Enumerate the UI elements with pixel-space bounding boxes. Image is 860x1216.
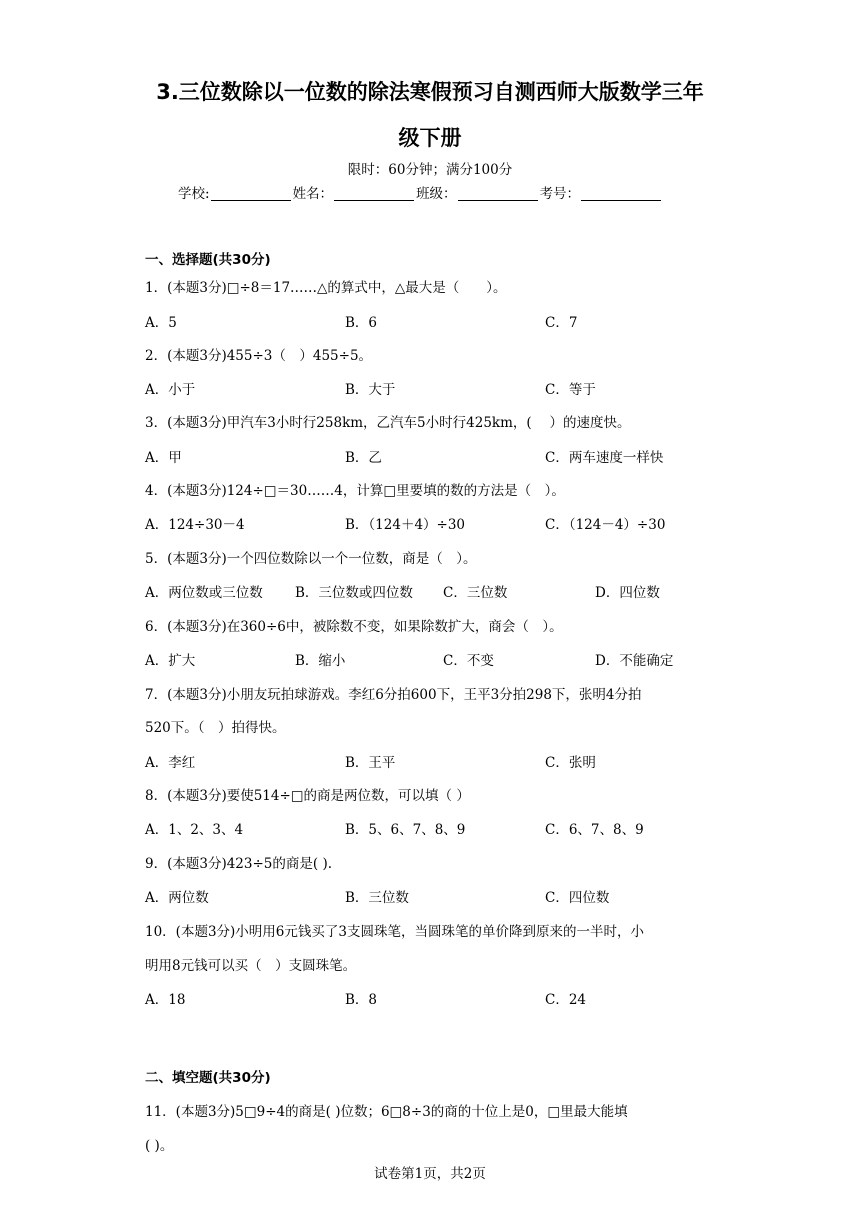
- option-d: D．不能确定: [595, 653, 674, 669]
- page-title-line-1: 3.三位数除以一位数的除法寒假预习自测西师大版数学三年: [156, 80, 704, 104]
- options-row: [145, 886, 725, 906]
- option-b: B．缩小: [295, 653, 346, 669]
- question-text-line-1: 7．(本题3分)小朋友玩拍球游戏。李红6分拍600下，王平3分拍298下，张明4分拍: [145, 687, 642, 703]
- option-a: A．小于: [145, 382, 196, 398]
- question-text-line-2: 520下。（ ）拍得快。: [145, 720, 286, 736]
- options-row: [145, 446, 725, 466]
- option-a: A．5: [145, 315, 177, 331]
- class-label: 班级：: [416, 186, 457, 202]
- class-blank: [458, 186, 538, 201]
- option-b: B．三位数或四位数: [295, 585, 413, 601]
- section-title: 二、填空题(共30分): [145, 1070, 271, 1086]
- school-blank: [211, 186, 291, 201]
- exam-meta: 限时：60分钟；满分100分: [347, 162, 513, 178]
- option-c: C．（124－4）÷30: [545, 517, 666, 533]
- option-b: B．乙: [345, 450, 382, 466]
- question-text: 4．(本题3分)124÷□＝30……4，计算□里要填的数的方法是（ ）。: [145, 483, 565, 499]
- option-b: B．王平: [345, 755, 396, 771]
- option-b: B．5、6、7、8、9: [345, 822, 466, 838]
- options-row: [145, 818, 725, 838]
- page-footer: 试卷第1页，共2页: [374, 1166, 486, 1182]
- options-row: [145, 751, 725, 771]
- question-text: 1．(本题3分)□÷8＝17……△的算式中，△最大是（ ）。: [145, 280, 507, 296]
- question-text-line-1: 10．(本题3分)小明用6元钱买了3支圆珠笔，当圆珠笔的单价降到原来的一半时，小: [145, 924, 644, 940]
- option-c: C．四位数: [545, 890, 610, 906]
- question-text: 5．(本题3分)一个四位数除以一个一位数，商是（ ）。: [145, 551, 477, 567]
- option-b: B．6: [345, 315, 378, 331]
- option-a: A．扩大: [145, 653, 196, 669]
- option-a: A．甲: [145, 450, 182, 466]
- option-a: A．两位数: [145, 890, 209, 906]
- option-b: B．（124＋4）÷30: [345, 517, 466, 533]
- question-text-line-2: 明用8元钱可以买（ ）支圆珠笔。: [145, 958, 357, 974]
- options-row: [145, 581, 725, 601]
- option-c: C．24: [545, 992, 587, 1008]
- option-a: A．1、2、3、4: [145, 822, 244, 838]
- option-b: B．大于: [345, 382, 396, 398]
- question-text: 6．(本题3分)在360÷6中，被除数不变，如果除数扩大，商会（ ）。: [145, 619, 563, 635]
- option-a: A．124÷30－4: [145, 517, 245, 533]
- question-text-line-2: ( )。: [145, 1138, 174, 1154]
- page-title-line-2: 级下册: [398, 126, 462, 150]
- question-text: 3．(本题3分)甲汽车3小时行258km，乙汽车5小时行425km，( ）的速度快。: [145, 415, 631, 431]
- exam-no-blank: [581, 186, 661, 201]
- option-a: A．两位数或三位数: [145, 585, 263, 601]
- options-row: [145, 988, 725, 1008]
- option-c: C．两车速度一样快: [545, 450, 664, 466]
- option-c: C．6、7、8、9: [545, 822, 644, 838]
- option-b: B．三位数: [345, 890, 409, 906]
- option-b: B．8: [345, 992, 378, 1008]
- question-text: 8．(本题3分)要使514÷□的商是两位数，可以填（ ）: [145, 788, 470, 804]
- option-c: C．三位数: [443, 585, 508, 601]
- name-label: 姓名：: [292, 186, 334, 202]
- question-text: 9．(本题3分)423÷5的商是( ).: [145, 856, 332, 872]
- student-info-line: [178, 182, 663, 202]
- option-c: C．不变: [443, 653, 494, 669]
- question-text-line-1: 11．(本题3分)5□9÷4的商是( )位数；6□8÷3的商的十位上是0，□里最大能填: [145, 1104, 628, 1120]
- options-row: [145, 649, 725, 669]
- question-text: 2．(本题3分)455÷3（ ）455÷5。: [145, 348, 373, 364]
- option-c: C．7: [545, 315, 578, 331]
- options-row: [145, 311, 725, 331]
- section-title: 一、选择题(共30分): [145, 252, 271, 268]
- options-row: [145, 513, 725, 533]
- option-a: A．18: [145, 992, 186, 1008]
- option-c: C．等于: [545, 382, 596, 398]
- option-a: A．李红: [145, 755, 196, 771]
- name-blank: [334, 186, 414, 201]
- exam-no-label: 考号：: [539, 186, 581, 202]
- school-label: 学校:: [178, 186, 210, 202]
- option-c: C．张明: [545, 755, 596, 771]
- option-d: D．四位数: [595, 585, 660, 601]
- options-row: [145, 378, 725, 398]
